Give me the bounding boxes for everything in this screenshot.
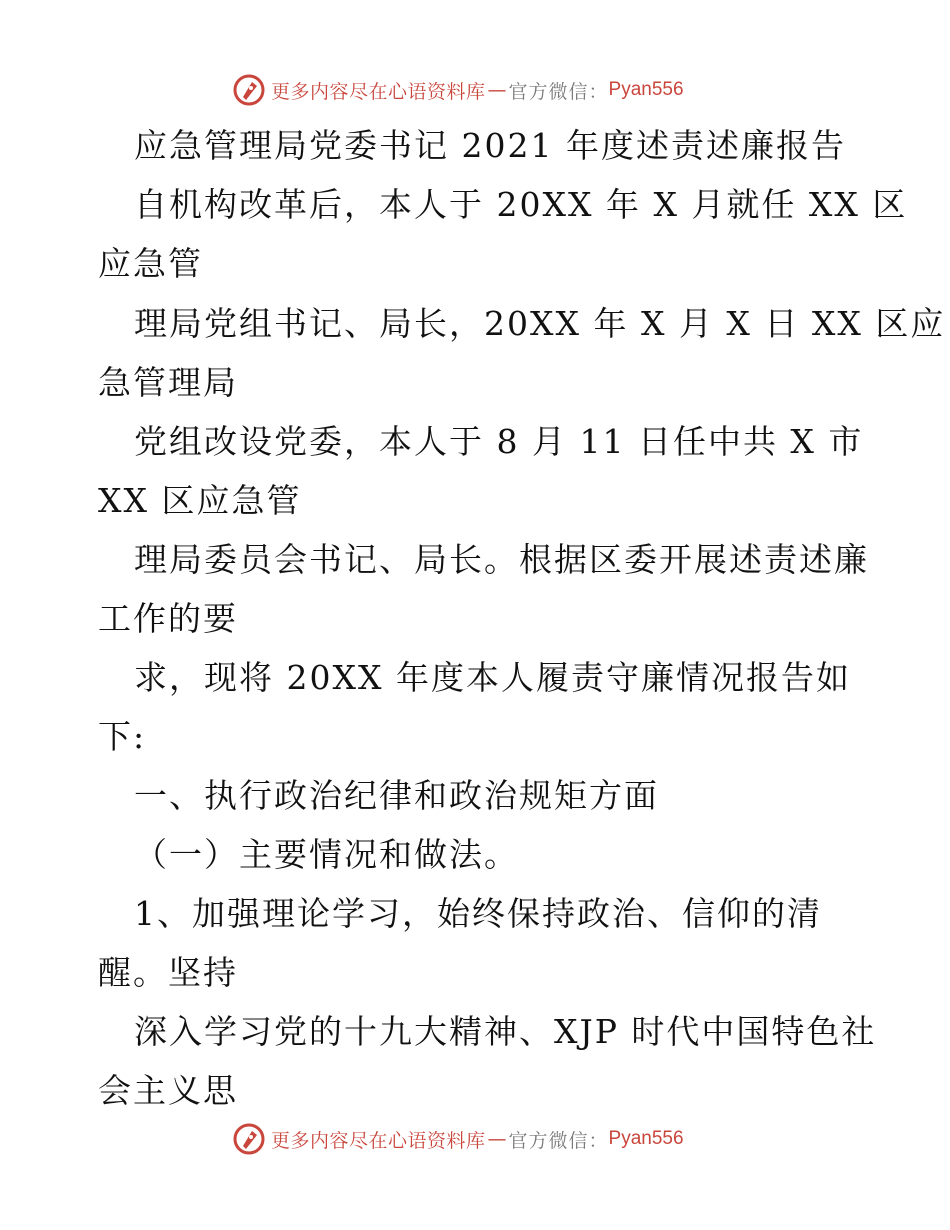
watermark-site-text: 更多内容尽在心语资料库 — [271, 80, 486, 103]
watermark-official-label: 官方微信： — [508, 80, 609, 103]
text-line: XX 区应急管 — [98, 481, 302, 520]
watermark-site-text: 更多内容尽在心语资料库 — [271, 1129, 486, 1152]
pen-nib-logo-icon — [232, 73, 266, 107]
text-line: 醒。坚持 — [98, 953, 238, 992]
pen-nib-logo-icon — [232, 1122, 266, 1156]
text-line: 下: — [98, 717, 147, 756]
footer-watermark — [232, 1122, 684, 1156]
watermark-separator: — — [487, 79, 507, 101]
text-line: 党组改设党委，本人于 8 月 11 日任中共 X 市 — [134, 422, 864, 461]
text-line: 深入学习党的十九大精神、XJP 时代中国特色社 — [134, 1012, 877, 1051]
text-line: 理局委员会书记、局长。根据区委开展述责述廉 — [134, 540, 869, 579]
document-title: 应急管理局党委书记 2021 年度述责述廉报告 — [134, 126, 846, 165]
text-line: 求，现将 20XX 年度本人履责守廉情况报告如 — [134, 658, 851, 697]
subsection-heading: （一）主要情况和做法。 — [134, 835, 519, 874]
text-line: 会主义思 — [98, 1071, 238, 1110]
watermark-wechat-id: Pyan556 — [608, 79, 684, 100]
watermark-official-label: 官方微信： — [508, 1129, 609, 1152]
text-line: 应急管 — [98, 244, 203, 283]
text-line: 急管理局 — [98, 363, 238, 402]
text-line: 1、加强理论学习，始终保持政治、信仰的清 — [134, 894, 822, 933]
text-line: 理局党组书记、局长，20XX 年 X 月 X 日 XX 区应 — [134, 304, 946, 343]
watermark-wechat-id: Pyan556 — [608, 1128, 684, 1149]
text-line: 自机构改革后，本人于 20XX 年 X 月就任 XX 区 — [134, 185, 908, 224]
watermark-separator: — — [487, 1128, 507, 1150]
section-heading: 一、执行政治纪律和政治规矩方面 — [134, 776, 659, 815]
text-line: 工作的要 — [98, 599, 238, 638]
header-watermark — [232, 73, 684, 107]
